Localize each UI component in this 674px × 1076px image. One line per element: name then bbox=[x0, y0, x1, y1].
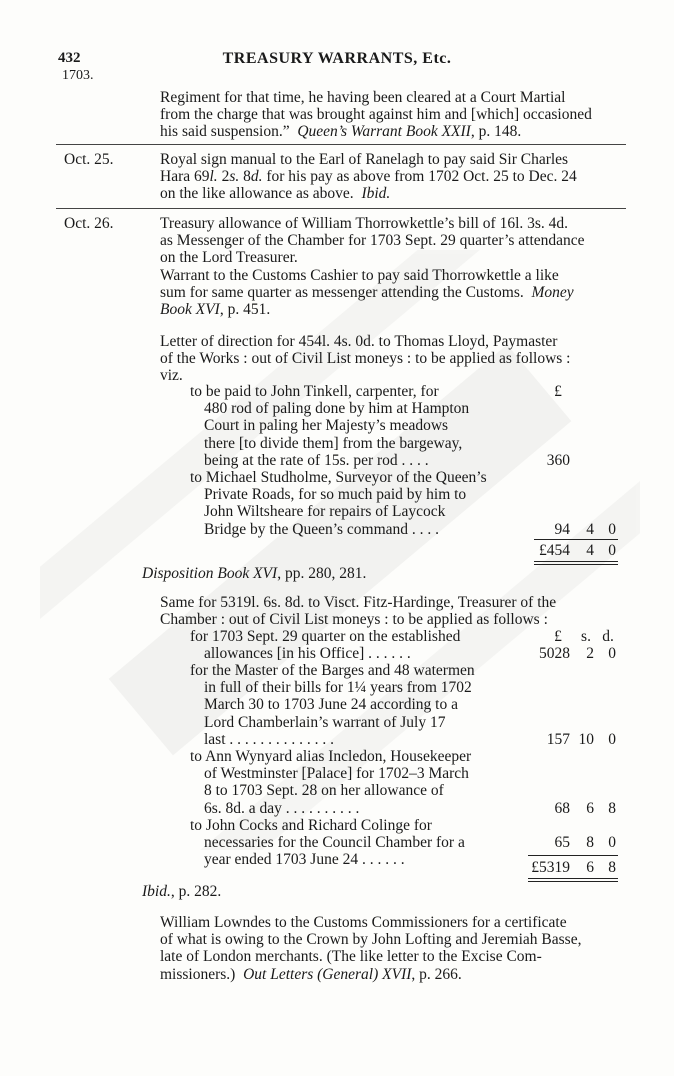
text-line: Court in paling her Majesty’s meadows bbox=[204, 417, 449, 435]
entry-letter-of-direction bbox=[160, 333, 622, 385]
text-line: Treasury allowance of William Thorrowkettle’s bill of 16l. 3s. 4d. bbox=[160, 215, 569, 232]
amount-pence: 0 bbox=[608, 731, 616, 748]
source-reference: Disposition Book XVI bbox=[142, 565, 278, 582]
payment-item bbox=[190, 383, 520, 469]
entry-date: Oct. 26. bbox=[64, 215, 114, 232]
amount-shillings: 10 bbox=[578, 731, 594, 748]
amount-pence: 8 bbox=[608, 800, 616, 817]
amount-shillings: 8 bbox=[586, 834, 594, 851]
source-reference: Money bbox=[531, 283, 574, 301]
text-line bbox=[160, 284, 622, 301]
text-line: John Wiltsheare for repairs of Laycock bbox=[204, 503, 446, 521]
text-line: 6s. 8d. a day . . . . . . . . . . bbox=[204, 799, 360, 817]
entry-divider bbox=[56, 144, 626, 145]
total-shillings: 4 bbox=[586, 542, 594, 559]
total-pounds: £454 bbox=[539, 542, 570, 559]
total-pence: 0 bbox=[608, 542, 616, 559]
source-citation bbox=[142, 565, 604, 582]
text-line: of the Works : out of Civil List moneys : to be applied as follows : bbox=[160, 350, 571, 368]
amount-pounds: 94 bbox=[554, 521, 570, 538]
text-line: on the Lord Treasurer. bbox=[160, 249, 298, 267]
text-line bbox=[160, 123, 622, 140]
text-span: , p. 282. bbox=[170, 883, 222, 900]
total-double-rule bbox=[534, 561, 618, 562]
text-span: s. bbox=[229, 168, 240, 186]
payment-item bbox=[190, 662, 520, 748]
amount-pence: 0 bbox=[608, 834, 616, 851]
text-span: 2 bbox=[217, 168, 230, 186]
text-span: d. bbox=[250, 168, 263, 186]
text-line: 8 to 1703 Sept. 28 on her allowance of bbox=[204, 782, 444, 800]
source-reference: Queen’s Warrant Book XXII bbox=[297, 123, 471, 141]
running-header bbox=[0, 50, 674, 72]
entry-customs-certificate bbox=[160, 914, 622, 983]
total-pounds: £5319 bbox=[531, 859, 570, 876]
total-double-rule bbox=[528, 881, 618, 882]
amount-pounds: 360 bbox=[546, 452, 570, 469]
text-line: for 1703 Sept. 29 quarter on the established bbox=[190, 628, 461, 645]
text-line: to Michael Studholme, Surveyor of the Queen’s bbox=[190, 469, 487, 486]
column-head-pounds: £ bbox=[554, 383, 562, 400]
text-line: Bridge by the Queen’s command . . . . bbox=[204, 520, 440, 538]
text-line: Lord Chamberlain’s warrant of July 17 bbox=[204, 713, 446, 731]
text-line bbox=[160, 168, 622, 185]
payment-item bbox=[190, 748, 520, 817]
text-line: of what is owing to the Crown by John Lofting and Jeremiah Basse, bbox=[160, 931, 582, 949]
text-line bbox=[160, 301, 622, 318]
amount-pence: 0 bbox=[608, 645, 616, 662]
source-reference: Out Letters (General) XVII bbox=[243, 965, 412, 983]
entry-treasury-allowance bbox=[160, 215, 622, 318]
text-span: for his pay as above from 1702 Oct. 25 to Dec. 24 bbox=[262, 168, 577, 186]
text-line: late of London merchants. (The like letter to the Excise Com- bbox=[160, 948, 542, 966]
text-span: missioners.) bbox=[160, 965, 236, 983]
margin-year: 1703. bbox=[62, 68, 94, 83]
text-line: Chamber : out of Civil List moneys : to be applied as follows : bbox=[160, 611, 548, 629]
text-line: Regiment for that time, he having been cleared at a Court Martial bbox=[160, 89, 566, 106]
text-line: last . . . . . . . . . . . . . . bbox=[204, 730, 335, 748]
entry-sign-manual bbox=[160, 151, 622, 203]
text-line: of Westminster [Palace] for 1702–3 March bbox=[204, 765, 469, 783]
entry-continuation bbox=[160, 89, 622, 141]
text-line: as Messenger of the Chamber for 1703 Sept. 29 quarter’s attendance bbox=[160, 232, 585, 250]
text-line: being at the rate of 15s. per rod . . . . bbox=[204, 451, 429, 469]
text-line: Letter of direction for 454l. 4s. 0d. to Thomas Lloyd, Paymaster bbox=[160, 333, 558, 350]
page-number: 432 bbox=[58, 50, 81, 66]
text-line: necessaries for the Council Chamber for a bbox=[204, 834, 465, 852]
text-line: allowances [in his Office] . . . . . . bbox=[204, 645, 411, 663]
text-line bbox=[160, 966, 622, 983]
total-shillings: 6 bbox=[586, 859, 594, 876]
text-span: l. bbox=[209, 168, 218, 186]
text-line: Royal sign manual to the Earl of Ranelagh to pay said Sir Charles bbox=[160, 151, 569, 168]
text-span: , p. 451. bbox=[219, 301, 271, 319]
text-line: Warrant to the Customs Cashier to pay said Thorrowkettle a like bbox=[160, 266, 559, 284]
column-head-shillings: s. bbox=[581, 628, 591, 645]
amount-shillings: 6 bbox=[586, 800, 594, 817]
source-citation bbox=[142, 883, 604, 900]
total-rule bbox=[528, 855, 618, 856]
total-rule bbox=[534, 539, 618, 540]
entry-treasurer-of-chamber bbox=[160, 594, 622, 628]
text-line: viz. bbox=[160, 367, 183, 385]
column-head-pounds: £ bbox=[554, 628, 562, 645]
text-line: in full of their bills for 1¼ years from 1702 bbox=[204, 679, 472, 697]
text-span: Hara 69 bbox=[160, 168, 210, 186]
amount-pounds: 5028 bbox=[539, 645, 570, 662]
text-span: his said suspension.” bbox=[160, 123, 290, 141]
amount-pounds: 68 bbox=[554, 800, 570, 817]
payment-item bbox=[190, 628, 520, 662]
text-line: William Lowndes to the Customs Commissioners for a certificate bbox=[160, 914, 567, 931]
text-span: 8 bbox=[239, 168, 251, 186]
text-line: year ended 1703 June 24 . . . . . . bbox=[204, 851, 405, 869]
amount-pounds: 65 bbox=[554, 834, 570, 851]
text-line: March 30 to 1703 June 24 according to a bbox=[204, 696, 458, 714]
text-line: to be paid to John Tinkell, carpenter, for bbox=[190, 383, 439, 400]
text-line: for the Master of the Barges and 48 watermen bbox=[190, 662, 475, 679]
text-span: on the like allowance as above. bbox=[160, 185, 354, 203]
amount-pounds: 157 bbox=[546, 731, 570, 748]
text-span: sum for same quarter as messenger attending the Customs. bbox=[160, 283, 524, 301]
entry-divider bbox=[56, 208, 626, 209]
text-line: to Ann Wynyard alias Incledon, Housekeeper bbox=[190, 748, 472, 765]
source-reference: Ibid. bbox=[361, 185, 391, 203]
text-line: to John Cocks and Richard Colinge for bbox=[190, 817, 432, 834]
total-double-rule bbox=[528, 878, 618, 879]
source-reference: Ibid. bbox=[142, 883, 171, 900]
text-line: Private Roads, for so much paid by him to bbox=[204, 486, 467, 504]
text-line: from the charge that was brought against him and [which] occasioned bbox=[160, 106, 592, 124]
text-line: 480 rod of paling done by him at Hampton bbox=[204, 400, 470, 418]
amount-shillings: 2 bbox=[586, 645, 594, 662]
amount-pence: 0 bbox=[608, 521, 616, 538]
text-span: , p. 266. bbox=[411, 965, 462, 983]
text-span: , pp. 280, 281. bbox=[277, 565, 367, 582]
amount-shillings: 4 bbox=[586, 521, 594, 538]
running-title: TREASURY WARRANTS, Etc. bbox=[222, 50, 452, 67]
text-line: there [to divide them] from the bargeway, bbox=[204, 434, 463, 452]
source-reference: Book XVI bbox=[160, 301, 220, 319]
column-head-pence: d. bbox=[602, 628, 614, 645]
text-span: , p. 148. bbox=[470, 123, 522, 141]
text-line bbox=[160, 185, 622, 202]
total-pence: 8 bbox=[608, 859, 616, 876]
text-line: Same for 5319l. 6s. 8d. to Visct. Fitz-Hardinge, Treasurer of the bbox=[160, 594, 557, 611]
payment-item bbox=[190, 817, 520, 869]
entry-date: Oct. 25. bbox=[64, 151, 114, 168]
payment-item bbox=[190, 469, 520, 538]
